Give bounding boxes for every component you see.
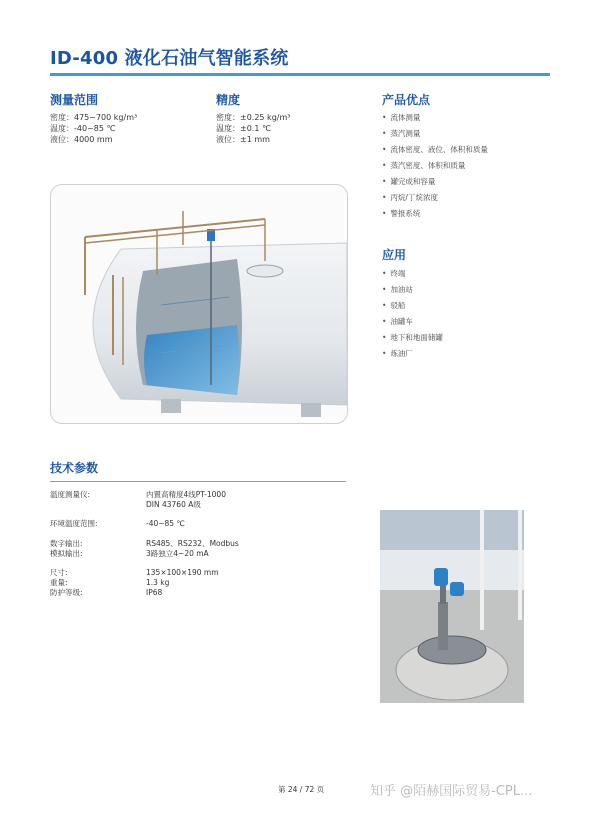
- page-title: ID-400 液化石油气智能系统: [50, 48, 289, 69]
- tank-cutaway-illustration: [50, 184, 348, 424]
- measurement-specs: [50, 112, 137, 145]
- list-item: • 地下和地面储罐: [382, 330, 443, 346]
- installation-photo: [380, 510, 524, 703]
- spec-value: 3路独立4~20 mA: [146, 549, 209, 558]
- measurement-line: 密度：475~700 kg/m³: [50, 113, 138, 122]
- list-item: • 蒸汽测量: [382, 126, 488, 142]
- list-item: • 罐完成和容量: [382, 174, 488, 190]
- list-item: • 驳船: [382, 298, 443, 314]
- spec-value: RS485、RS232、Modbus: [146, 539, 239, 548]
- spec-value: 1.3 kg: [146, 578, 170, 587]
- applications-list: [382, 266, 443, 362]
- spec-label: 尺寸:: [50, 568, 68, 577]
- spec-value: 内置高精度4线PT-1000: [146, 490, 226, 499]
- advantages-heading: 产品优点: [382, 93, 431, 107]
- spec-label: 重量:: [50, 578, 68, 587]
- page-number: 第 24 / 72 页: [278, 785, 325, 794]
- tech-specs-divider: [50, 481, 346, 482]
- list-item: • 蒸汽密度、体积和质量: [382, 158, 488, 174]
- measurement-line: 液位：4000 mm: [50, 135, 113, 144]
- spec-value: IP68: [146, 588, 163, 597]
- spec-value: 135×100×190 mm: [146, 568, 219, 577]
- tech-specs-heading: 技术参数: [50, 461, 99, 475]
- spec-value: DIN 43760 A级: [146, 500, 201, 509]
- accuracy-line: 温度：±0.1 ℃: [216, 124, 271, 133]
- accuracy-line: 密度：±0.25 kg/m³: [216, 113, 291, 122]
- list-item: • 流体密度、液位、体积和质量: [382, 142, 488, 158]
- applications-heading: 应用: [382, 248, 407, 262]
- accuracy-heading: 精度: [216, 93, 241, 107]
- spec-label: 数字输出:: [50, 539, 83, 548]
- list-item: • 终端: [382, 266, 443, 282]
- list-item: • 丙烷/丁烷浓度: [382, 190, 488, 206]
- list-item: • 流体测量: [382, 110, 488, 126]
- spec-label: 模拟输出:: [50, 549, 83, 558]
- accuracy-specs: [216, 112, 290, 145]
- list-item: • 加油站: [382, 282, 443, 298]
- spec-value: -40~85 ℃: [146, 519, 185, 528]
- watermark: 知乎 @陌赫国际贸易-CPL...: [370, 784, 533, 799]
- installation-photo-svg: [380, 510, 524, 703]
- advantages-list: [382, 110, 488, 222]
- list-item: • 警报系统: [382, 206, 488, 222]
- measurement-line: 温度：-40~85 ℃: [50, 124, 116, 133]
- title-divider: [50, 73, 550, 76]
- list-item: • 炼油厂: [382, 346, 443, 362]
- spec-label: 温度测量仪:: [50, 490, 91, 499]
- measurement-heading: 测量范围: [50, 93, 99, 107]
- spec-label: 防护等级:: [50, 588, 83, 597]
- accuracy-line: 液位：±1 mm: [216, 135, 270, 144]
- spec-label: 环境温度范围:: [50, 519, 98, 528]
- list-item: • 油罐车: [382, 314, 443, 330]
- tank-illustration-svg: [51, 185, 347, 423]
